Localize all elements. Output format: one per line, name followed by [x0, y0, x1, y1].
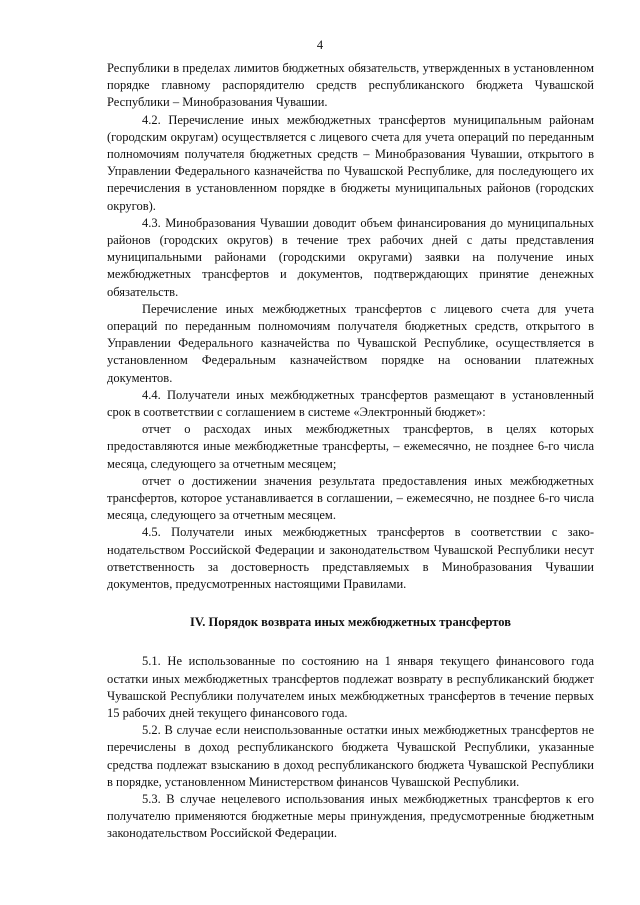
paragraph-5-3: 5.3. В случае нецелевого использования иных межбюджетных трансфертов к его получателю применяются бюджетные меры принуждения, предусмотренные бюджетным законодательством Российской Федерации. [107, 791, 594, 841]
paragraph-5-2: 5.2. В случае если неиспользованные остатки иных межбюджетных трансфертов не перечислены в доход республиканского бюджета Чувашской Республики, указанные средства подлежат взысканию в доход республиканского бюджета Чувашской Республики в порядке, установленном Министерством финансов Чувашской Республики. [107, 723, 594, 789]
paragraph-4-3: 4.3. Минобразования Чувашии доводит объем финансирования до муниципальных районов (городских округов) в течение трех рабочих дней с даты представления муниципальными районами (городскими округами) заявки на получение иных межбюджетных трансфертов и документов, подтверждающих принятие денежных обязательств. [107, 215, 594, 299]
paragraph-4-2: 4.2. Перечисление иных межбюджетных трансфертов муниципальным районам (городским округам) осуществляется с лицевого счета для учета операций по переданным полномочиям получателя бюджетных средств – Минобразования Чувашии, открытого в Управлении Федерального казначейства по Чувашской Республике, для последующего их перечисления в установленном порядке в бюджеты муниципальных районов (городских округов). [107, 112, 594, 213]
paragraph-4-3-transfer: Перечисление иных межбюджетных трансфертов с лицевого счета для учета операций по переданным полномочиям получателя бюджетных средств, открытого в Управлении Федерального казначейства по Чувашской Республике, осуществляется в установленном Федеральным казначейством порядке на основании платежных документов. [107, 301, 594, 385]
paragraph-4-5: 4.5. Получатели иных межбюджетных трансфертов в соответствии с законодательством Российской Федерации и законодательством Чувашской Республики несут ответственность за достоверность представляемых в Минобразования Чувашии документов, предусмотренных настоящими Правилами. [107, 525, 594, 592]
paragraph-4-4-expense-report: отчет о расходах иных межбюджетных трансфертов, в целях которых предоставляются иные межбюджетные трансферты, – ежемесячно, не позднее 6-го числа месяца, следующего за отчетным месяцем; [107, 422, 594, 471]
document-body [107, 60, 594, 843]
paragraph-5-1: 5.1. Не использованные по состоянию на 1 января текущего финансового года остатки иных межбюджетных трансфертов подлежат возврату в республиканский бюджет Чувашской Республики получателем иных межбюджетных трансфертов в течение первых 15 рабочих дней текущего финансового года. [107, 654, 594, 720]
paragraph-4-4: 4.4. Получатели иных межбюджетных трансфертов размещают в установленный срок в соответствии с соглашением в системе «Электронный бюджет»: [107, 387, 594, 420]
page-number: 4 [316, 38, 324, 52]
paragraph-4-4-result-report: отчет о достижении значения результата предоставления иных межбюджетных трансфертов, которое устанавливается в соглашении, – ежемесячно, не позднее 6-го числа месяца, следующего за отчетным месяцем. [107, 473, 594, 523]
section-heading: IV. Порядок возврата иных межбюджетных трансфертов [190, 615, 511, 630]
paragraph-continuation: Республики в пределах лимитов бюджетных обязательств, утвержденных в установленном порядке главному распорядителю средств республиканского бюджета Чувашской Республики – Минобразования Чувашии. [107, 61, 594, 110]
